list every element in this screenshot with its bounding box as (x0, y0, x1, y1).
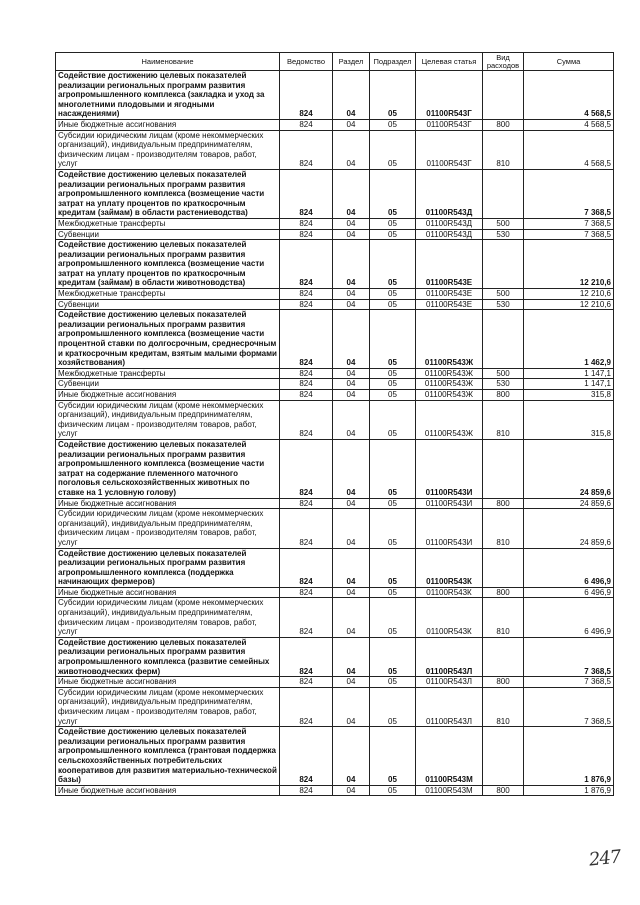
cell-summa: 1 462,9 (524, 310, 614, 369)
cell-name: Содействие достижению целевых показателей реализации региональных программ развития агропромышленного комплекса (возмещение части затрат на содержание племенного маточного поголовья сельскохозяйственных животных по ставке на 1 условную голову) (56, 439, 280, 498)
cell-razdel: 04 (333, 598, 370, 637)
cell-vedomstvo: 824 (280, 400, 333, 439)
cell-name: Содействие достижению целевых показателей реализации региональных программ развития агропромышленного комплекса (поддержка начинающих фермеров) (56, 548, 280, 587)
cell-podrazdel: 05 (370, 379, 416, 390)
cell-name: Содействие достижению целевых показателей реализации региональных программ развития агропромышленного комплекса (возмещение части затрат на уплату процентов по краткосрочным кредитам (займам) в области растениеводства) (56, 169, 280, 218)
table-row (56, 390, 614, 401)
table-row (56, 130, 614, 169)
cell-podrazdel: 05 (370, 71, 416, 120)
cell-razdel: 04 (333, 310, 370, 369)
cell-tselevaya-statya: 01100R543Ж (416, 390, 483, 401)
cell-tselevaya-statya: 01100R543И (416, 498, 483, 509)
cell-tselevaya-statya: 01100R543Ж (416, 310, 483, 369)
table-row (56, 400, 614, 439)
cell-summa: 1 876,9 (524, 785, 614, 796)
cell-razdel: 04 (333, 498, 370, 509)
cell-tselevaya-statya: 01100R543К (416, 598, 483, 637)
cell-vid-raskhodov: 800 (483, 785, 524, 796)
table-row (56, 240, 614, 289)
cell-vedomstvo: 824 (280, 229, 333, 240)
cell-vid-raskhodov (483, 637, 524, 676)
cell-tselevaya-statya: 01100R543И (416, 439, 483, 498)
cell-razdel: 04 (333, 587, 370, 598)
cell-razdel: 04 (333, 119, 370, 130)
cell-razdel: 04 (333, 637, 370, 676)
cell-summa: 24 859,6 (524, 509, 614, 548)
cell-name: Межбюджетные трансферты (56, 218, 280, 229)
cell-vid-raskhodov: 800 (483, 498, 524, 509)
table-row (56, 598, 614, 637)
cell-summa: 6 496,9 (524, 587, 614, 598)
cell-vid-raskhodov (483, 240, 524, 289)
cell-tselevaya-statya: 01100R543Д (416, 169, 483, 218)
cell-podrazdel: 05 (370, 390, 416, 401)
cell-podrazdel: 05 (370, 687, 416, 726)
cell-razdel: 04 (333, 548, 370, 587)
header-summa: Сумма (524, 53, 614, 71)
table-row (56, 289, 614, 300)
cell-vid-raskhodov: 810 (483, 130, 524, 169)
table-row (56, 677, 614, 688)
cell-podrazdel: 05 (370, 498, 416, 509)
header-tselevaya-statya: Целевая статья (416, 53, 483, 71)
cell-vedomstvo: 824 (280, 71, 333, 120)
cell-vedomstvo: 824 (280, 509, 333, 548)
cell-name: Субсидии юридическим лицам (кроме некоммерческих организаций), индивидуальным предпринимателям, физическим лицам - производителям товаров, работ, услуг (56, 400, 280, 439)
cell-vid-raskhodov (483, 71, 524, 120)
cell-summa: 12 210,6 (524, 240, 614, 289)
cell-razdel: 04 (333, 240, 370, 289)
page-number: 247 (587, 846, 622, 871)
cell-tselevaya-statya: 01100R543Е (416, 289, 483, 300)
cell-podrazdel: 05 (370, 439, 416, 498)
cell-summa: 6 496,9 (524, 598, 614, 637)
cell-summa: 4 568,5 (524, 130, 614, 169)
table-row (56, 71, 614, 120)
cell-vedomstvo: 824 (280, 587, 333, 598)
cell-name: Субсидии юридическим лицам (кроме некоммерческих организаций), индивидуальным предпринимателям, физическим лицам - производителям товаров, работ, услуг (56, 598, 280, 637)
cell-podrazdel: 05 (370, 289, 416, 300)
cell-vedomstvo: 824 (280, 677, 333, 688)
cell-vid-raskhodov: 500 (483, 289, 524, 300)
table-row (56, 299, 614, 310)
cell-razdel: 04 (333, 439, 370, 498)
table-body (56, 71, 614, 796)
cell-vid-raskhodov (483, 310, 524, 369)
cell-podrazdel: 05 (370, 785, 416, 796)
cell-podrazdel: 05 (370, 598, 416, 637)
cell-podrazdel: 05 (370, 240, 416, 289)
cell-summa: 7 368,5 (524, 677, 614, 688)
table-row (56, 785, 614, 796)
cell-tselevaya-statya: 01100R543И (416, 509, 483, 548)
cell-vedomstvo: 824 (280, 119, 333, 130)
cell-summa: 4 568,5 (524, 119, 614, 130)
cell-tselevaya-statya: 01100R543Л (416, 637, 483, 676)
table-row (56, 439, 614, 498)
cell-podrazdel: 05 (370, 368, 416, 379)
cell-vid-raskhodov: 810 (483, 400, 524, 439)
cell-vedomstvo: 824 (280, 439, 333, 498)
cell-razdel: 04 (333, 169, 370, 218)
cell-vid-raskhodov: 810 (483, 687, 524, 726)
header-podrazdel: Подраздел (370, 53, 416, 71)
budget-table (55, 52, 614, 796)
cell-vid-raskhodov: 800 (483, 390, 524, 401)
cell-vedomstvo: 824 (280, 687, 333, 726)
cell-name: Иные бюджетные ассигнования (56, 498, 280, 509)
cell-name: Субсидии юридическим лицам (кроме некоммерческих организаций), индивидуальным предпринимателям, физическим лицам - производителям товаров, работ, услуг (56, 509, 280, 548)
cell-summa: 7 368,5 (524, 169, 614, 218)
table-row (56, 727, 614, 786)
cell-tselevaya-statya: 01100R543М (416, 727, 483, 786)
cell-vid-raskhodov: 530 (483, 299, 524, 310)
cell-vedomstvo: 824 (280, 289, 333, 300)
cell-vedomstvo: 824 (280, 218, 333, 229)
cell-tselevaya-statya: 01100R543Г (416, 119, 483, 130)
cell-razdel: 04 (333, 379, 370, 390)
cell-razdel: 04 (333, 299, 370, 310)
header-vid-raskhodov: Вид расходов (483, 53, 524, 71)
cell-razdel: 04 (333, 677, 370, 688)
cell-podrazdel: 05 (370, 119, 416, 130)
cell-vedomstvo: 824 (280, 368, 333, 379)
table-row (56, 119, 614, 130)
cell-razdel: 04 (333, 289, 370, 300)
cell-name: Содействие достижению целевых показателей реализации региональных программ развития агропромышленного комплекса (закладка и уход за многолетними плодовыми и ягодными насаждениями) (56, 71, 280, 120)
cell-tselevaya-statya: 01100R543Л (416, 677, 483, 688)
cell-vid-raskhodov: 500 (483, 218, 524, 229)
cell-razdel: 04 (333, 130, 370, 169)
cell-tselevaya-statya: 01100R543Д (416, 229, 483, 240)
cell-summa: 315,8 (524, 390, 614, 401)
cell-summa: 1 147,1 (524, 379, 614, 390)
cell-podrazdel: 05 (370, 169, 416, 218)
cell-vedomstvo: 824 (280, 390, 333, 401)
cell-tselevaya-statya: 01100R543Л (416, 687, 483, 726)
table-row (56, 498, 614, 509)
cell-razdel: 04 (333, 229, 370, 240)
cell-summa: 7 368,5 (524, 218, 614, 229)
cell-summa: 12 210,6 (524, 289, 614, 300)
cell-tselevaya-statya: 01100R543Д (416, 218, 483, 229)
cell-razdel: 04 (333, 785, 370, 796)
cell-tselevaya-statya: 01100R543Е (416, 240, 483, 289)
cell-vedomstvo: 824 (280, 637, 333, 676)
cell-summa: 1 876,9 (524, 727, 614, 786)
cell-vedomstvo: 824 (280, 169, 333, 218)
cell-vedomstvo: 824 (280, 240, 333, 289)
table-row (56, 218, 614, 229)
table-header-row (56, 53, 614, 71)
table-row (56, 229, 614, 240)
cell-vedomstvo: 824 (280, 498, 333, 509)
table-row (56, 169, 614, 218)
cell-summa: 12 210,6 (524, 299, 614, 310)
cell-vedomstvo: 824 (280, 310, 333, 369)
cell-tselevaya-statya: 01100R543Г (416, 130, 483, 169)
cell-podrazdel: 05 (370, 229, 416, 240)
cell-name: Содействие достижению целевых показателей реализации региональных программ развития агропромышленного комплекса (развитие семейных животноводческих ферм) (56, 637, 280, 676)
table-row (56, 509, 614, 548)
cell-vid-raskhodov (483, 169, 524, 218)
cell-tselevaya-statya: 01100R543К (416, 548, 483, 587)
cell-summa: 24 859,6 (524, 439, 614, 498)
cell-summa: 6 496,9 (524, 548, 614, 587)
cell-tselevaya-statya: 01100R543Е (416, 299, 483, 310)
cell-razdel: 04 (333, 687, 370, 726)
cell-vedomstvo: 824 (280, 379, 333, 390)
cell-vid-raskhodov: 810 (483, 509, 524, 548)
cell-name: Иные бюджетные ассигнования (56, 587, 280, 598)
cell-name: Содействие достижению целевых показателей реализации региональных программ развития агропромышленного комплекса (возмещение части затрат на уплату процентов по краткосрочным кредитам (займам) в области животноводства) (56, 240, 280, 289)
cell-name: Иные бюджетные ассигнования (56, 677, 280, 688)
table-row (56, 548, 614, 587)
cell-summa: 315,8 (524, 400, 614, 439)
cell-vid-raskhodov (483, 548, 524, 587)
cell-tselevaya-statya: 01100R543Г (416, 71, 483, 120)
cell-summa: 4 568,5 (524, 71, 614, 120)
table-row (56, 379, 614, 390)
cell-summa: 7 368,5 (524, 687, 614, 726)
cell-name: Межбюджетные трансферты (56, 289, 280, 300)
cell-vedomstvo: 824 (280, 299, 333, 310)
cell-name: Иные бюджетные ассигнования (56, 119, 280, 130)
cell-vedomstvo: 824 (280, 785, 333, 796)
cell-name: Иные бюджетные ассигнования (56, 390, 280, 401)
cell-vedomstvo: 824 (280, 598, 333, 637)
cell-vid-raskhodov: 800 (483, 677, 524, 688)
cell-name: Субсидии юридическим лицам (кроме некоммерческих организаций), индивидуальным предпринимателям, физическим лицам - производителям товаров, работ, услуг (56, 687, 280, 726)
cell-podrazdel: 05 (370, 548, 416, 587)
cell-name: Субвенции (56, 229, 280, 240)
cell-razdel: 04 (333, 509, 370, 548)
cell-name: Межбюджетные трансферты (56, 368, 280, 379)
cell-razdel: 04 (333, 368, 370, 379)
cell-tselevaya-statya: 01100R543Ж (416, 400, 483, 439)
cell-vedomstvo: 824 (280, 548, 333, 587)
cell-vid-raskhodov: 530 (483, 379, 524, 390)
cell-podrazdel: 05 (370, 509, 416, 548)
cell-name: Субвенции (56, 379, 280, 390)
cell-podrazdel: 05 (370, 130, 416, 169)
header-vedomstvo: Ведомство (280, 53, 333, 71)
cell-vedomstvo: 824 (280, 727, 333, 786)
cell-name: Субвенции (56, 299, 280, 310)
cell-name: Иные бюджетные ассигнования (56, 785, 280, 796)
cell-vid-raskhodov (483, 439, 524, 498)
cell-razdel: 04 (333, 400, 370, 439)
cell-podrazdel: 05 (370, 637, 416, 676)
cell-summa: 7 368,5 (524, 229, 614, 240)
cell-podrazdel: 05 (370, 677, 416, 688)
table-row (56, 587, 614, 598)
cell-razdel: 04 (333, 218, 370, 229)
cell-name: Содействие достижению целевых показателей реализации региональных программ развития агропромышленного комплекса (возмещение части процентной ставки по долгосрочным, среднесрочным и краткосрочным кредитам, взятым малыми формами хозяйствования) (56, 310, 280, 369)
cell-podrazdel: 05 (370, 587, 416, 598)
cell-vid-raskhodov: 800 (483, 119, 524, 130)
cell-name: Субсидии юридическим лицам (кроме некоммерческих организаций), индивидуальным предпринимателям, физическим лицам - производителям товаров, работ, услуг (56, 130, 280, 169)
header-name: Наименование (56, 53, 280, 71)
table-row (56, 310, 614, 369)
header-razdel: Раздел (333, 53, 370, 71)
cell-summa: 1 147,1 (524, 368, 614, 379)
cell-summa: 24 859,6 (524, 498, 614, 509)
cell-podrazdel: 05 (370, 400, 416, 439)
cell-tselevaya-statya: 01100R543М (416, 785, 483, 796)
cell-razdel: 04 (333, 390, 370, 401)
cell-podrazdel: 05 (370, 299, 416, 310)
cell-razdel: 04 (333, 727, 370, 786)
cell-podrazdel: 05 (370, 218, 416, 229)
cell-vid-raskhodov: 530 (483, 229, 524, 240)
cell-podrazdel: 05 (370, 310, 416, 369)
cell-vedomstvo: 824 (280, 130, 333, 169)
cell-tselevaya-statya: 01100R543Ж (416, 368, 483, 379)
cell-tselevaya-statya: 01100R543К (416, 587, 483, 598)
cell-vid-raskhodov: 500 (483, 368, 524, 379)
cell-tselevaya-statya: 01100R543Ж (416, 379, 483, 390)
cell-razdel: 04 (333, 71, 370, 120)
table-row (56, 637, 614, 676)
cell-vid-raskhodov: 800 (483, 587, 524, 598)
cell-name: Содействие достижению целевых показателей реализации региональных программ развития агропромышленного комплекса (грантовая поддержка сельскохозяйственных потребительских кооперативов для развития материально-технической базы) (56, 727, 280, 786)
table-row (56, 368, 614, 379)
cell-vid-raskhodov: 810 (483, 598, 524, 637)
table-row (56, 687, 614, 726)
cell-summa: 7 368,5 (524, 637, 614, 676)
cell-vid-raskhodov (483, 727, 524, 786)
cell-podrazdel: 05 (370, 727, 416, 786)
